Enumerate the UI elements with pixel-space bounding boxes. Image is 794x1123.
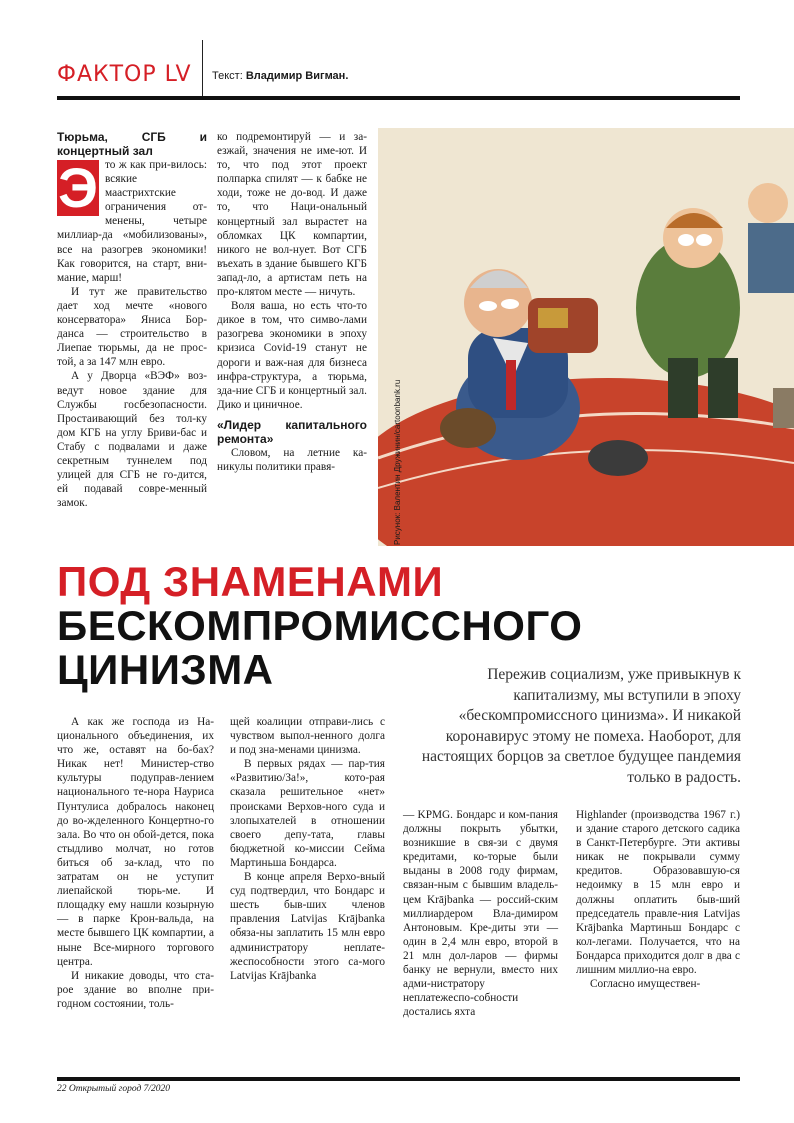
illustration-credit: Рисунок: Валентин Дружинин/cartoonbank.ru xyxy=(393,379,402,545)
paragraph: — KPMG. Бондарс и ком-пания должны покрыть убытки, возникшие в свя-зи с двумя кредитами, ко-торые были выданы в 2008 году фирмам, связан-ным с бывшим владель-цем Krājbanka — россий-ским миллиардером Вла-димиром Антоновым. Кре-диты эти — один в 2,4 млн евро, второй в 21 млн дол-ларов — фирмы банку не вернули, вместо них адми-нистратору неплатежеспо-собности достались яхта xyxy=(403,809,558,1019)
lower-column-2 xyxy=(230,715,385,983)
lead-paragraph: Пережив социализм, уже привыкнув к капитализму, мы вступили в эпоху «бескомпромиссного цинизма». И никакой коронавирус этому не помеха. Наоборот, для настоящих борцов за светлое будущее пандемия только в радость. xyxy=(421,666,741,786)
footer-rule xyxy=(57,1077,740,1081)
paragraph: Словом, на летние ка-никулы политики правя- xyxy=(217,446,367,473)
paragraph: В конце апреля Верхо-вный суд подтвердил, что Бондарс и шесть быв-ших членов правления Latvijas Krājbanka обяза-ны заплатить 15 млн евро администратору неплате-жеспособности этого са-мого Latvijas Krājbanka xyxy=(230,871,385,982)
headline-line-1: ПОД ЗНАМЕНАМИ xyxy=(57,558,444,605)
section-rubric: ФАКТОР LV xyxy=(57,62,192,87)
paragraph: ко подремонтируй — и за-езжай, значения не име-ют. И то, что под этот проект полпарка спилят — к бабке не ходи, тоже не до-вод. И даже то, что Наци-ональный концертный зал вырастет на обломках ЦК компартии, никого не вол-нует. Вот СГБ въехать в здание бывшего КГБ запад-ло, а артистам петь на про-клятом месте — ничуть. xyxy=(217,131,367,299)
subhead-prison: Тюрьма, СГБ и концертный зал xyxy=(57,130,207,158)
lower-column-4 xyxy=(576,808,740,991)
subhead-repair-leader: «Лидер капитального ремонта» xyxy=(217,417,367,446)
headline-line-2: БЕСКОМПРОМИССНОГО xyxy=(57,602,583,649)
paragraph xyxy=(57,158,207,285)
paragraph: Highlander (производства 1967 г.) и здание старого детского садика в Санкт-Петербурге. Эти активы никак не покрывали сумму кредитов. Образовавшую-ся недоимку в 15 млн евро и должны оплатить быв-ший председатель правле-ния Latvijas Krājbanka Мартиньш Бондарс с кол-легами. Получается, что на Бондарса приходится долг в два с лишним миллио-на евро. xyxy=(576,809,740,977)
paragraph: А у Дворца «ВЭФ» воз-ведут новое здание для Службы госбезопасности. Простаивающий без тол-ку дом КГБ на углу Бриви-бас и Стабу с подвалами и даже секретным туннелем под улицей для СГБ не го-дится, ей подавай совре-менный замок. xyxy=(57,370,207,510)
article-column-1 xyxy=(57,130,207,510)
header-divider xyxy=(202,40,203,96)
paragraph: И никакие доводы, что ста-рое здание во вполне при-годном состоянии, толь- xyxy=(57,969,214,1010)
cartoon-illustration xyxy=(378,128,794,546)
header-rule xyxy=(57,96,740,100)
paragraph: И тут же правительство дает ход мечте «нового консерватора» Яниса Бор-данса — строительство в Лиепае тюрьмы, да не прос-той, а за 147 млн евро. xyxy=(57,285,207,369)
paragraph-text: то ж как при-вилось: всякие маастрихтские ограничения от-менены, четыре миллиар-да «мобилизованы», все на разогрев экономики! Как говорится, на старт, вни-мание, марш! xyxy=(57,159,207,284)
drop-cap: Э xyxy=(58,156,98,219)
byline xyxy=(212,70,348,82)
paragraph: А как же господа из На-ционального объединения, их что же, оставят на бо-бах? Никак нет! Министер-ство культуры подуправ-лением национального те-нора Науриса Пунтулиса добралось наконец до во-жделенного Концертно-го зала. Во что он обой-дется, пока стыдливо молчат, но готов биться об за-клад, что по затратам он не уступит лиепайской тюрь-ме. И площадку ему нашли козырную — в парке Крон-вальда, на месте бывшего ЦК компартии, а ныне Все-мирного торгового центра. xyxy=(57,716,214,968)
byline-author: Владимир Вигман. xyxy=(245,70,349,82)
page-header xyxy=(57,40,740,98)
paragraph: В первых рядах — пар-тия «Развитию/За!», кото-рая сказала решительное «нет» происками Верхов-ного суда и злопыхателей в отношении своего депу-тата, главы бюджетной ко-миссии Сейма Мартиньша Бондарса. xyxy=(230,758,385,869)
lower-column-1 xyxy=(57,715,214,1011)
cartoon-drawing xyxy=(378,128,794,546)
paragraph: Воля ваша, но есть что-то дикое в том, что симво-лами разогрева экономики в эпоху кризиса Covid-19 станут не дороги и важ-ная для бизнеса инфра-структура, а тюрьма, зда-ние СГБ и концертный зал. Дико и циничное. xyxy=(217,300,367,411)
byline-prefix: Текст: xyxy=(212,70,246,82)
paragraph: щей коалиции отправи-лись с чувством выпол-ненного долга и под зна-менами цинизма. xyxy=(230,716,385,757)
article-column-2 xyxy=(217,130,367,474)
lower-column-3 xyxy=(403,808,558,1019)
page-folio: 22 Открытый город 7/2020 xyxy=(57,1084,171,1094)
paragraph: Согласно имуществен- xyxy=(590,978,701,991)
headline-line-3: ЦИНИЗМА xyxy=(57,646,274,693)
